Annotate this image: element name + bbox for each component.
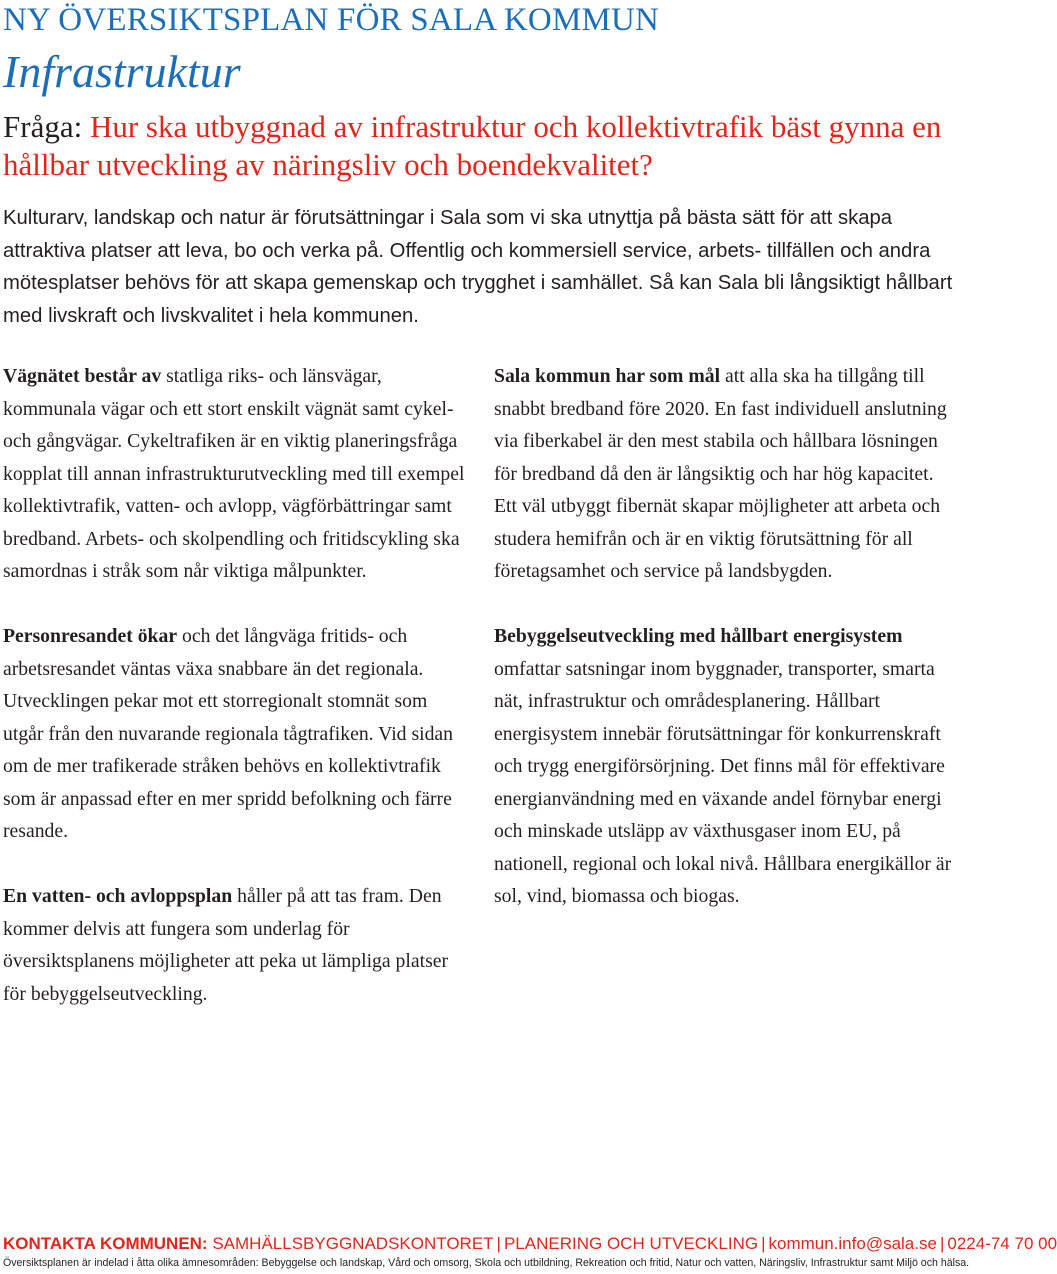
separator: | — [939, 1234, 945, 1253]
contact-label: KONTAKTA KOMMUNEN: — [3, 1234, 208, 1253]
paragraph-lead: Personresandet ökar — [3, 625, 178, 647]
footnote: Översiktsplanen är indelad i åtta olika ämnesområden: Bebyggelse och landskap, Vård och omsorg, Skola och utbildning, Rekreation och fritid, Natur och vatten, Näringsliv, Infrastruktur samt Miljö och hälsa. — [3, 1257, 970, 1269]
intro-paragraph: Kulturarv, landskap och natur är förutsättningar i Sala som vi ska utnyttja på bästa sätt för att skapa attraktiva platser att leva, bo och verka på. Offentlig och kommersiell service, arbets- tillfällen och andra mötesplatser behövs för att skapa gemenskap och trygghet i samhället. Så kan Sala bli långsiktigt hållbart med livskraft och livskvalitet i hela kommunen. — [3, 207, 953, 327]
office-name: SAMHÄLLSBYGGNADSKONTORET — [212, 1234, 494, 1253]
email-link[interactable]: kommun.info@sala.se — [768, 1234, 937, 1253]
page-title: Infrastruktur — [3, 46, 241, 97]
paragraph-body: omfattar satsningar inom byggnader, transporter, smarta nät, infrastruktur och områdesplanering. Hållbart energisystem innebär förutsättningar för konkurrenskraft och trygg energiförsörjning. Det finns mål för effektivare energianvändning med en växande andel förnybar energi och minskade utsläpp av växthusgaser inom EU, på nationell, regional och lokal nivå. Hållbara energikällor är sol, vind, biomassa och biogas. — [494, 657, 952, 907]
left-column — [3, 360, 466, 1043]
phone-number: 0224-74 70 00 — [947, 1234, 1057, 1253]
paragraph-water-plan — [3, 880, 466, 1010]
question-text: Hur ska utbyggnad av infrastruktur och kollektivtrafik bäst gynna en hållbar utveckling av näringsliv och boendekvalitet? — [3, 109, 942, 182]
page-header — [3, 0, 955, 184]
paragraph-lead: Sala kommun har som mål — [494, 365, 721, 387]
separator: | — [496, 1234, 501, 1253]
paragraph-lead: En vatten- och avloppsplan — [3, 885, 233, 907]
department-name: PLANERING OCH UTVECKLING — [503, 1234, 759, 1253]
separator: | — [761, 1234, 766, 1253]
paragraph-passenger-travel — [3, 620, 466, 848]
question — [3, 108, 955, 184]
paragraph-lead: Vägnätet består av — [3, 365, 162, 387]
paragraph-body: statliga riks- och länsvägar, kommunala vägar och ett stort enskilt vägnät samt cykel- och gångvägar. Cykeltrafiken är en viktig planeringsfråga kopplat till annan infrastrukturutveckling med till exempel kollektivtrafik, vatten- och avlopp, vägförbättringar samt bredband. Arbets- och skolpendling och fritidscykling ska samordnas i stråk som når viktiga målpunkter. — [3, 365, 465, 582]
supertitle: NY ÖVERSIKTSPLAN FÖR SALA KOMMUN — [3, 2, 660, 38]
paragraph-body: håller på att tas fram. Den kommer delvis att fungera som underlag för översiktsplanens möjligheter att peka ut lämpliga platser för bebyggelseutveckling. — [3, 885, 449, 1005]
question-label: Fråga: — [3, 109, 90, 144]
paragraph-energy-system — [494, 620, 960, 913]
paragraph-body: och det långväga fritids- och arbetsresandet väntas växa snabbare än det regionala. Utvecklingen pekar mot ett storregionalt stomnät som utgår från den nuvarande regionala tågtrafiken. Vid sidan om de mer trafikerade stråken behövs en kollektivtrafik som är anpassad efter en mer spridd befolkning och färre resande. — [3, 625, 453, 842]
contact-footer — [3, 1233, 1057, 1255]
paragraph-road-network — [3, 360, 466, 588]
paragraph-broadband — [494, 360, 960, 588]
paragraph-lead: Bebyggelseutveckling med hållbart energisystem — [494, 625, 903, 647]
right-column — [494, 360, 960, 945]
paragraph-body: att alla ska ha tillgång till snabbt bredband före 2020. En fast individuell anslutning via fiberkabel är den mest stabila och hållbara lösningen för bredband då den är långsiktig och har hög kapacitet. Ett väl utbyggt fibernät skapar möjligheter att arbeta och studera hemifrån och är en viktig förutsättning för all företagsamhet och service på landsbygden. — [494, 365, 947, 582]
